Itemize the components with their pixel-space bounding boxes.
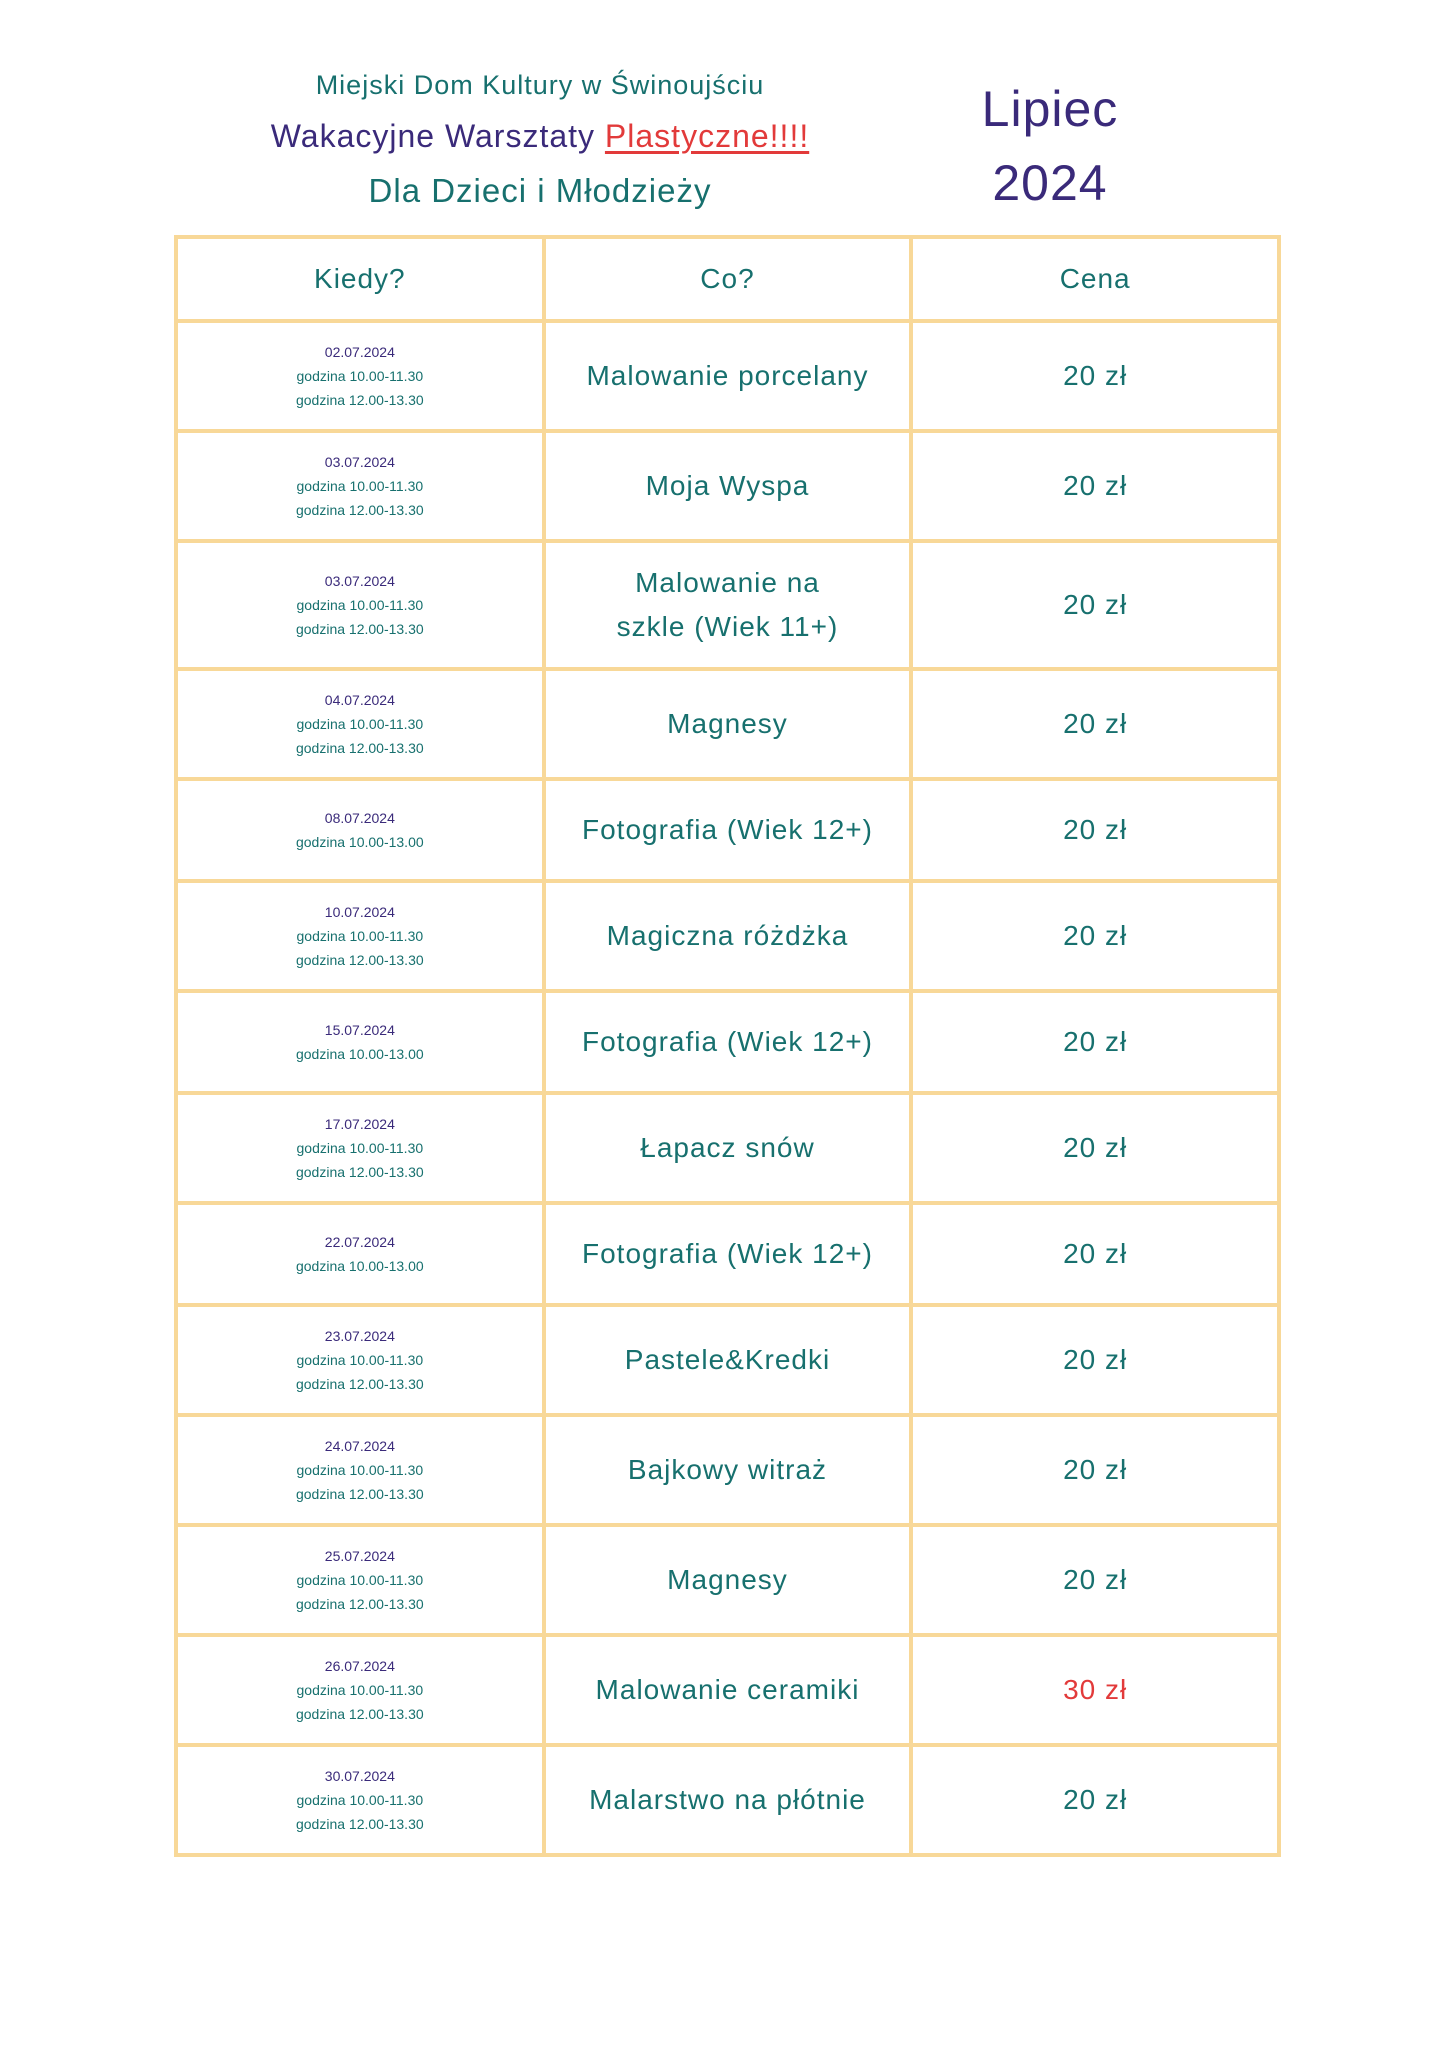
time-slot: godzina 10.00-11.30 — [296, 478, 424, 494]
price-cell: 30 zł — [911, 1635, 1279, 1745]
when-cell — [176, 669, 544, 779]
column-header-when: Kiedy? — [176, 237, 544, 321]
audience-subtitle: Dla Dzieci i Młodzieży — [368, 172, 712, 209]
price-cell: 20 zł — [911, 1415, 1279, 1525]
time-slot: godzina 12.00-13.30 — [295, 621, 424, 637]
workshop-name: Magnesy — [667, 1564, 788, 1595]
workshop-name: Malowanie ceramiki — [595, 1674, 860, 1705]
column-header-what: Co? — [544, 237, 912, 321]
when-cell — [176, 541, 544, 669]
month-label: Lipiec — [981, 81, 1119, 137]
what-cell — [544, 1745, 912, 1855]
table-row — [176, 1415, 1279, 1525]
what-cell — [544, 431, 912, 541]
date: 08.07.2024 — [324, 810, 395, 826]
when-cell — [176, 321, 544, 431]
workshop-name: Magnesy — [667, 708, 788, 739]
price-cell: 20 zł — [911, 1203, 1279, 1305]
time-slot: godzina 10.00-11.30 — [296, 1572, 424, 1588]
organization-name: Miejski Dom Kultury w Świnoujściu — [315, 70, 765, 100]
date: 02.07.2024 — [324, 344, 395, 360]
workshop-name: Malarstwo na płótnie — [589, 1784, 866, 1815]
time-slot: godzina 10.00-11.30 — [296, 368, 424, 384]
when-cell — [176, 1093, 544, 1203]
table-row — [176, 881, 1279, 991]
date: 23.07.2024 — [324, 1328, 395, 1344]
what-cell — [544, 779, 912, 881]
time-slot: godzina 12.00-13.30 — [295, 1816, 424, 1832]
when-cell — [176, 1635, 544, 1745]
price-cell: 20 zł — [911, 779, 1279, 881]
time-slot: godzina 12.00-13.30 — [295, 1164, 424, 1180]
time-slot: godzina 12.00-13.30 — [295, 740, 424, 756]
what-cell — [544, 1203, 912, 1305]
workshop-name: Malowanie porcelany — [586, 360, 869, 391]
time-slot: godzina 12.00-13.30 — [295, 952, 424, 968]
date: 25.07.2024 — [324, 1548, 395, 1564]
time-slot: godzina 10.00-11.30 — [296, 1792, 424, 1808]
column-header-price: Cena — [911, 237, 1279, 321]
table-row — [176, 321, 1279, 431]
table-row — [176, 1635, 1279, 1745]
date: 10.07.2024 — [324, 904, 395, 920]
time-slot: godzina 10.00-11.30 — [296, 928, 424, 944]
time-slot: godzina 10.00-13.00 — [295, 1046, 424, 1062]
price-cell: 20 zł — [911, 1093, 1279, 1203]
time-slot: godzina 12.00-13.30 — [295, 502, 424, 518]
what-cell — [544, 1415, 912, 1525]
what-cell — [544, 881, 912, 991]
when-cell — [176, 779, 544, 881]
time-slot: godzina 12.00-13.30 — [295, 1706, 424, 1722]
time-slot: godzina 10.00-11.30 — [296, 1352, 424, 1368]
table-row — [176, 541, 1279, 669]
time-slot: godzina 10.00-11.30 — [296, 1462, 424, 1478]
price-cell: 20 zł — [911, 991, 1279, 1093]
what-cell — [544, 1525, 912, 1635]
workshop-name: Pastele&Kredki — [624, 1344, 831, 1375]
what-cell — [544, 541, 912, 669]
when-cell — [176, 1745, 544, 1855]
event-title-highlight: Plastyczne!!!! — [604, 118, 810, 154]
date: 17.07.2024 — [324, 1116, 395, 1132]
when-cell — [176, 881, 544, 991]
event-title-prefix: Wakacyjne Warsztaty — [270, 118, 605, 154]
workshop-name: Fotografia (Wiek 12+) — [581, 814, 873, 845]
table-row — [176, 991, 1279, 1093]
when-cell — [176, 431, 544, 541]
month-year — [940, 72, 1160, 220]
what-cell — [544, 1635, 912, 1745]
time-slot: godzina 10.00-11.30 — [296, 597, 424, 613]
when-cell — [176, 1203, 544, 1305]
price-cell: 20 zł — [911, 1745, 1279, 1855]
date: 24.07.2024 — [324, 1438, 395, 1454]
what-cell — [544, 321, 912, 431]
time-slot: godzina 10.00-13.00 — [295, 1258, 424, 1274]
date: 04.07.2024 — [324, 692, 395, 708]
date: 03.07.2024 — [324, 454, 395, 470]
workshop-name: Fotografia (Wiek 12+) — [581, 1026, 873, 1057]
date: 03.07.2024 — [324, 573, 395, 589]
table-header-row — [176, 237, 1279, 321]
time-slot: godzina 12.00-13.30 — [295, 1376, 424, 1392]
workshop-name: Magiczna różdżka — [606, 920, 849, 951]
time-slot: godzina 10.00-11.30 — [296, 1682, 424, 1698]
workshop-name: Bajkowy witraż — [627, 1454, 828, 1485]
table-row — [176, 1093, 1279, 1203]
table-row — [176, 1525, 1279, 1635]
year-label: 2024 — [992, 155, 1108, 211]
table-row — [176, 431, 1279, 541]
what-cell — [544, 991, 912, 1093]
time-slot: godzina 12.00-13.30 — [295, 1596, 424, 1612]
event-title — [220, 118, 860, 155]
table-row — [176, 1203, 1279, 1305]
price-cell: 20 zł — [911, 1305, 1279, 1415]
time-slot: godzina 12.00-13.30 — [295, 392, 424, 408]
time-slot: godzina 10.00-11.30 — [296, 716, 424, 732]
date: 30.07.2024 — [324, 1768, 395, 1784]
price-cell: 20 zł — [911, 669, 1279, 779]
when-cell — [176, 991, 544, 1093]
price-cell: 20 zł — [911, 1525, 1279, 1635]
date: 15.07.2024 — [324, 1022, 395, 1038]
date: 26.07.2024 — [324, 1658, 395, 1674]
schedule-table — [174, 235, 1281, 1857]
price-cell: 20 zł — [911, 541, 1279, 669]
table-row — [176, 669, 1279, 779]
time-slot: godzina 10.00-13.00 — [295, 834, 424, 850]
when-cell — [176, 1415, 544, 1525]
workshop-name: Moja Wyspa — [645, 470, 810, 501]
table-row — [176, 779, 1279, 881]
time-slot: godzina 10.00-11.30 — [296, 1140, 424, 1156]
workshop-name: Fotografia (Wiek 12+) — [581, 1238, 873, 1269]
what-cell — [544, 1093, 912, 1203]
what-cell — [544, 669, 912, 779]
what-cell — [544, 1305, 912, 1415]
table-row — [176, 1745, 1279, 1855]
when-cell — [176, 1305, 544, 1415]
table-row — [176, 1305, 1279, 1415]
date: 22.07.2024 — [324, 1234, 395, 1250]
workshop-name: Łapacz snów — [640, 1132, 815, 1163]
price-cell: 20 zł — [911, 321, 1279, 431]
time-slot: godzina 12.00-13.30 — [295, 1486, 424, 1502]
price-cell: 20 zł — [911, 881, 1279, 991]
workshop-name: Malowanie na szkle (Wiek 11+) — [616, 567, 839, 642]
when-cell — [176, 1525, 544, 1635]
price-cell: 20 zł — [911, 431, 1279, 541]
